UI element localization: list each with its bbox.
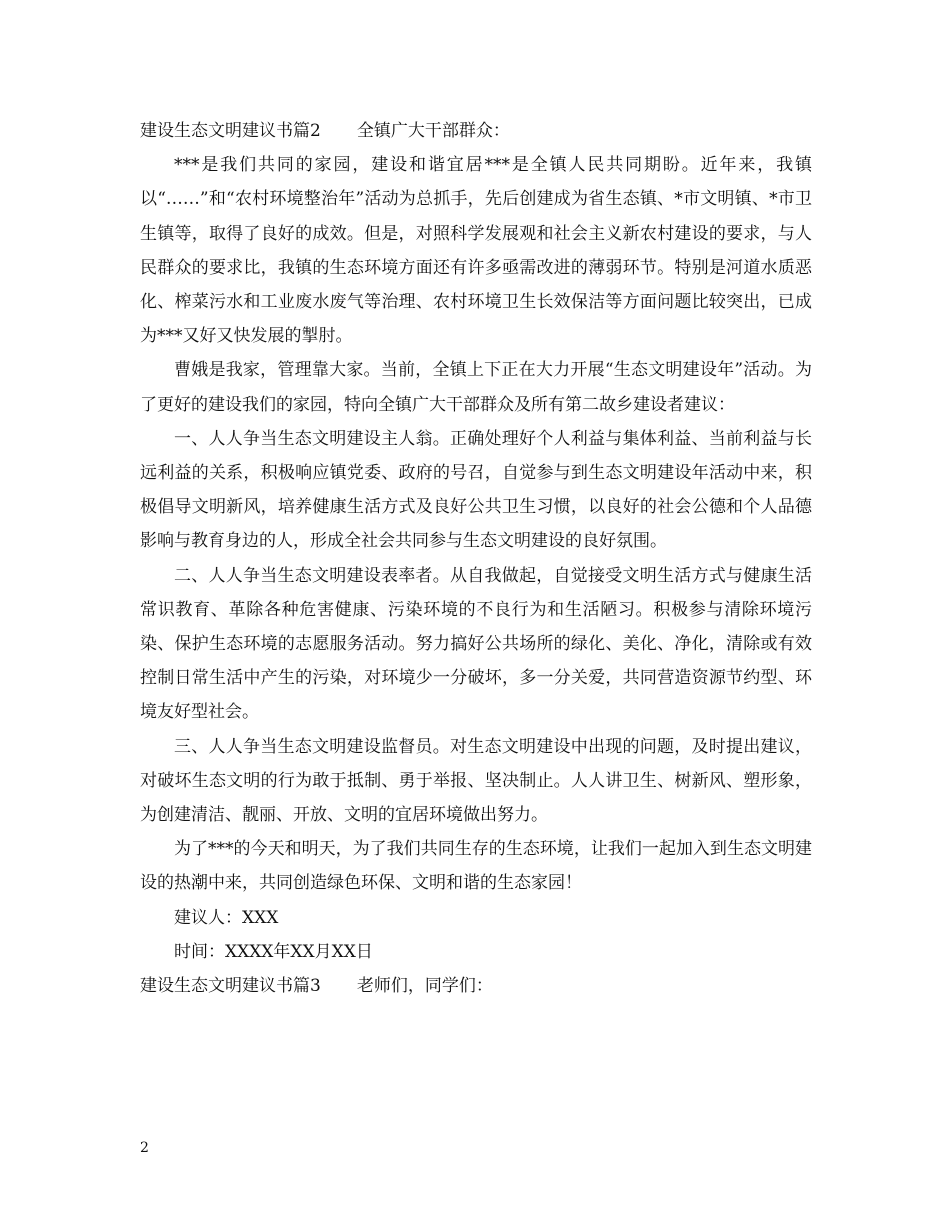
- paragraph-point-3: 三、人人争当生态文明建设监督员。对生态文明建设中出现的问题，及时提出建议，对破坏生态文明的行为敢于抵制、勇于举报、坚决制止。人人讲卫生、树新风、塑形象，为创建清洁、靓丽、开放、文明的宜居环境做出努力。: [140, 736, 812, 826]
- section-3-heading: 建设生态文明建议书篇3: [140, 976, 321, 997]
- section-3-salutation: 老师们，同学们：: [356, 976, 493, 997]
- section-2-header-line: [140, 114, 812, 148]
- paragraph-point-1: 一、人人争当生态文明建设主人翁。正确处理好个人利益与集体利益、当前利益与长远利益的关系，积极响应镇党委、政府的号召，自觉参与到生态文明建设年活动中来，积极倡导文明新风，培养健康生活方式及良好公共卫生习惯，以良好的社会公德和个人品德影响与教育身边的人，形成全社会共同参与生态文明建设的良好氛围。: [140, 428, 812, 552]
- proposer-line: 建议人：XXX: [174, 907, 279, 928]
- paragraph-call: 曹娥是我家，管理靠大家。当前，全镇上下正在大力开展“生态文明建设年”活动。为了更好的建设我们的家园，特向全镇广大干部群众及所有第二故乡建设者建议：: [140, 360, 812, 415]
- paragraph-closing: 为了***的今天和明天，为了我们共同生存的生态环境，让我们一起加入到生态文明建设的热潮中来，共同创造绿色环保、文明和谐的生态家园！: [140, 839, 812, 894]
- date-line: 时间：XXXX年XX月XX日: [174, 941, 373, 962]
- document-body: [140, 114, 812, 1003]
- section-3-header-line: [140, 969, 812, 1003]
- page-number: 2: [140, 1140, 149, 1156]
- paragraph-point-2: 二、人人争当生态文明建设表率者。从自我做起，自觉接受文明生活方式与健康生活常识教育、革除各种危害健康、污染环境的不良行为和生活陋习。积极参与清除环境污染、保护生态环境的志愿服务活动。努力搞好公共场所的绿化、美化、净化，清除或有效控制日常生活中产生的污染，对环境少一分破坏，多一分关爱，共同营造资源节约型、环境友好型社会。: [140, 565, 812, 723]
- section-2-salutation: 全镇广大干部群众：: [356, 121, 510, 141]
- paragraph-intro: ***是我们共同的家园，建设和谐宜居***是全镇人民共同期盼。近年来，我镇以“……”和“农村环境整治年”活动为总抓手，先后创建成为省生态镇、*市文明镇、*市卫生镇等，取得了良好的成效。但是，对照科学发展观和社会主义新农村建设的要求，与人民群众的要求比，我镇的生态环境方面还有许多亟需改进的薄弱环节。特别是河道水质恶化、榨菜污水和工业废水废气等治理、农村环境卫生长效保洁等方面问题比较突出，已成为***又好又快发展的掣肘。: [140, 155, 812, 347]
- section-2-heading: 建设生态文明建议书篇2: [140, 121, 321, 141]
